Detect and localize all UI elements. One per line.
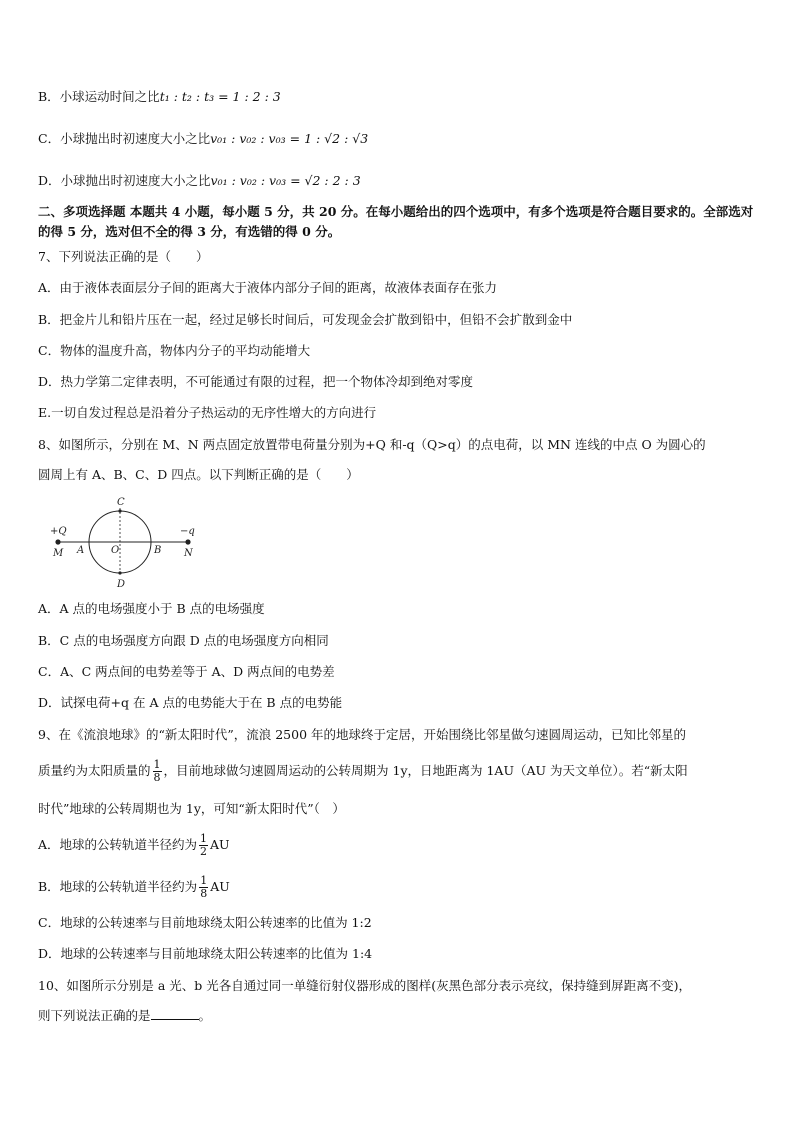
q7-stem: 7、下列说法正确的是（ ） bbox=[38, 249, 209, 264]
q9-line2-pre: 质量约为太阳质量的 bbox=[38, 763, 151, 778]
q6c-formula: v₀₁ : v₀₂ : v₀₃ = 1 : √2 : √3 bbox=[210, 131, 369, 146]
q8-option-b: B．C 点的电场强度方向跟 D 点的电场强度方向相同 bbox=[38, 633, 329, 648]
label-m: M bbox=[53, 548, 64, 559]
q9-line2-post: ，目前地球做匀速圆周运动的公转周期为 1y，日地距离为 1AU（AU 为天文单位）。若“新太阳 bbox=[163, 763, 688, 778]
q7-option-d: D．热力学第二定律表明，不可能通过有限的过程，把一个物体冷却到绝对零度 bbox=[38, 374, 474, 389]
q7-option-c: C．物体的温度升高，物体内分子的平均动能增大 bbox=[38, 343, 311, 358]
label-d: D bbox=[117, 579, 126, 590]
q7-option-b: B．把金片儿和铅片压在一起，经过足够长时间后，可发现金会扩散到铅中，但铅不会扩散到金中 bbox=[38, 312, 573, 327]
q9b-unit: AU bbox=[210, 879, 230, 894]
answer-blank[interactable] bbox=[151, 1007, 199, 1020]
q7-option-a: A．由于液体表面层分子间的距离大于液体内部分子间的距离，故液体表面存在张力 bbox=[38, 280, 498, 295]
q8-stem-line1: 8、如图所示，分别在 M、N 两点固定放置带电荷量分别为+Q 和-q（Q>q）的点电荷，以 MN 连线的中点 O 为圆心的 bbox=[38, 437, 706, 452]
q7-option-e: E.一切自发过程总是沿着分子热运动的无序性增大的方向进行 bbox=[38, 405, 377, 420]
q6-option-d bbox=[38, 172, 756, 190]
label-plus-q: +Q bbox=[50, 526, 67, 537]
q8-option-a: A．A 点的电场强度小于 B 点的电场强度 bbox=[38, 601, 265, 616]
q9-stem-line1: 9、在《流浪地球》的“新太阳时代”，流浪 2500 年的地球终于定居，开始围绕比邻星做匀速圆周运动，已知比邻星的 bbox=[38, 727, 686, 742]
q10-stem-line2 bbox=[38, 1007, 756, 1025]
q9-option-a bbox=[38, 830, 756, 860]
q9-option-b bbox=[38, 872, 756, 902]
point-d-dot bbox=[118, 571, 121, 574]
q9-option-c: C．地球的公转速率与目前地球绕太阳公转速率的比值为 1:2 bbox=[38, 915, 372, 930]
q9-stem-line2 bbox=[38, 756, 756, 786]
q10-line2-text: 则下列说法正确的是 bbox=[38, 1008, 151, 1023]
q8-stem-line2: 圆周上有 A、B、C、D 四点。以下判断正确的是（ ） bbox=[38, 467, 359, 482]
q8-option-c: C．A、C 两点间的电势差等于 A、D 两点间的电势差 bbox=[38, 664, 335, 679]
q10-stem-line1: 10、如图所示分别是 a 光、b 光各自通过同一单缝衍射仪器形成的图样(灰黑色部分表示亮纹，保持缝到屏距离不变)， bbox=[38, 978, 692, 993]
q9-option-d: D．地球的公转速率与目前地球绕太阳公转速率的比值为 1:4 bbox=[38, 946, 373, 961]
q6c-text: C．小球抛出时初速度大小之比 bbox=[38, 131, 211, 146]
label-n: N bbox=[184, 548, 193, 559]
point-c-dot bbox=[118, 509, 121, 512]
label-minus-q: −q bbox=[180, 526, 195, 537]
label-c: C bbox=[117, 497, 125, 508]
q6d-text: D．小球抛出时初速度大小之比 bbox=[38, 173, 211, 188]
q9a-text: A．地球的公转轨道半径约为 bbox=[38, 837, 198, 852]
q6b-text: B．小球运动时间之比 bbox=[38, 89, 160, 104]
q6b-formula: t₁ : t₂ : t₃ = 1 : 2 : 3 bbox=[159, 89, 281, 104]
q9-stem-line3: 时代”地球的公转周期也为 1y，可知“新太阳时代”（ ） bbox=[38, 801, 345, 816]
fraction-one-half: $\frac{1}{2}$ bbox=[200, 832, 208, 858]
fraction-one-eighth-b: $\frac{1}{8}$ bbox=[200, 874, 208, 900]
point-n-dot bbox=[185, 539, 190, 544]
q6-option-c bbox=[38, 130, 756, 148]
q10-line2-end: 。 bbox=[198, 1008, 212, 1023]
label-o: O bbox=[111, 545, 120, 556]
q9b-text: B．地球的公转轨道半径约为 bbox=[38, 879, 198, 894]
label-b: B bbox=[154, 545, 162, 556]
point-m-dot bbox=[55, 539, 60, 544]
q8-option-d: D．试探电荷+q 在 A 点的电势能大于在 B 点的电势能 bbox=[38, 695, 343, 710]
section-2-heading: 二、多项选择题 本题共 4 小题，每小题 5 分，共 20 分。在每小题给出的四个选项中，有多个选项是符合题目要求的。全部选对的得 5 分，选对但不全的得 3 分，有选错的得 0 分。 bbox=[38, 204, 754, 239]
q6d-formula: v₀₁ : v₀₂ : v₀₃ = √2 : 2 : 3 bbox=[210, 173, 361, 188]
label-a: A bbox=[77, 545, 85, 556]
fraction-one-eighth: $\frac{1}{8}$ bbox=[153, 758, 161, 784]
q9a-unit: AU bbox=[210, 837, 230, 852]
q6-option-b bbox=[38, 88, 756, 106]
charge-circle-diagram bbox=[40, 492, 200, 592]
